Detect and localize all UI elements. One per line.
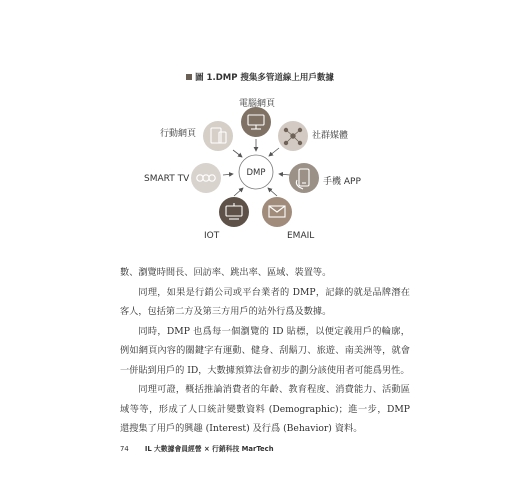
node-email-label: EMAIL [287,231,315,241]
page-footer [120,443,274,453]
node-mobile [203,121,233,151]
book-title: IL 大數據會員經營 × 行銷科技 MarTech [144,445,274,453]
node-app-circle [289,163,319,193]
node-tv-label: SMART TV [144,174,190,184]
node-email [262,197,292,227]
paragraph-3: 同時，DMP 也爲每一個瀏覽的 ID 貼標，以便定義用戶的輪廓，例如網頁內容的關鍵字有運動、健身、刮鬍刀、旅遊、南美洲等，就會一併貼到用戶的 ID，大數據預算法會初步的劃分該使用者可能爲男性。 [120,325,410,376]
node-web-circle [241,107,271,137]
node-iot-circle [219,197,249,227]
node-social [278,121,308,151]
node-app [289,163,319,193]
node-app-label: 手機 APP [323,177,361,187]
node-web [241,107,271,137]
figure-title: 圖 1.DMP 搜集多管道線上用戶數據 [195,73,334,83]
node-mobile-label: 行動網頁 [160,129,197,139]
node-tv [191,163,221,193]
node-iot-label: IOT [204,231,220,241]
node-mobile-circle [203,121,233,151]
paragraph-4: 同理可證，概括推論消費者的年齡、教育程度、消費能力、活動區域等等，形成了人口統計變數資料 (Demographic)；進一步，DMP 還搜集了用戶的興趣 (Interest) 及行爲 (Behavior) 資料。 [120,384,410,434]
paragraph-2: 同理，如果是行銷公司或平台業者的 DMP，記錄的就是品牌潛在客人，包括第二方及第三方用戶的站外行爲及數據。 [120,286,410,317]
page-number: 74 [120,445,129,453]
paragraph-1: 數、瀏覽時間長、回訪率、跳出率、區域、裝置等。 [120,267,332,278]
body-text [120,263,410,439]
node-iot [219,197,249,227]
node-tv-circle [191,163,221,193]
dmp-center-label: DMP [246,168,266,178]
node-social-label: 社群媒體 [312,131,349,141]
node-web-label: 電腦網頁 [239,99,276,109]
